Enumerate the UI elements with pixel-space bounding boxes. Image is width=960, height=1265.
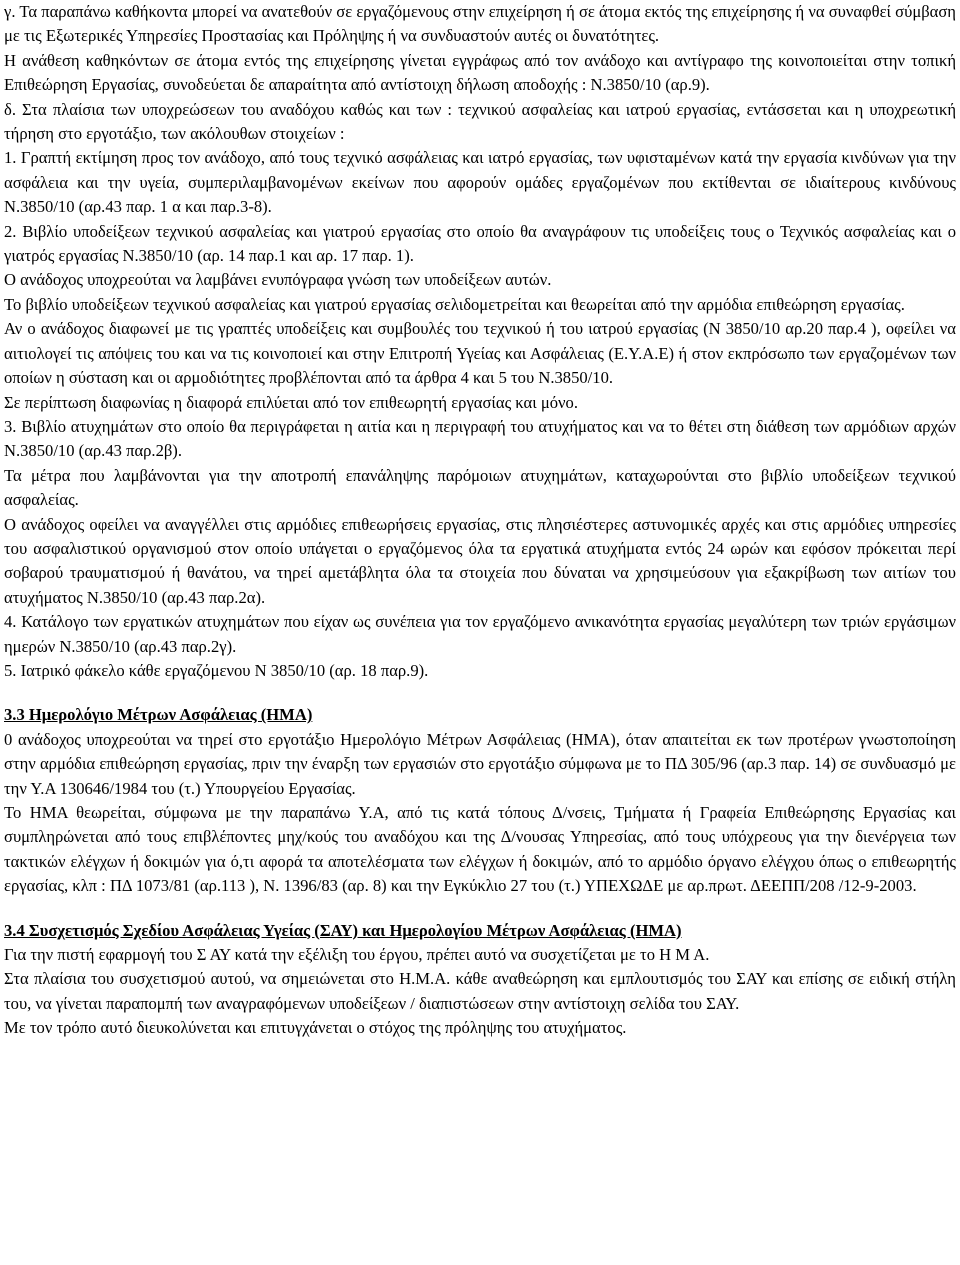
list-item-3-accident-book: 3. Βιβλίο ατυχημάτων στο οποίο θα περιγράφεται η αιτία και η περιγραφή του ατυχήματος και να το θέτει στη διάθεση των αρμόδιων αρχών Ν.3850/10 (αρ.43 παρ.2β).: [4, 416, 956, 461]
section-heading-3-4: 3.4 Συσχετισμός Σχεδίου Ασφάλειας Υγείας (ΣΑΥ) και Ημερολογίου Μέτρων Ασφάλειας (ΗΜΑ): [4, 920, 682, 940]
paragraph-gamma: γ. Τα παραπάνω καθήκοντα μπορεί να ανατεθούν σε εργαζόμενους στην επιχείρηση ή σε άτομα εκτός της επιχείρησης ή να συναφθεί σύμβαση με τις Εξωτερικές Υπηρεσίες Προστασίας και Πρόληψης ή να συνδυαστούν αυτές οι δυνατότητες.: [4, 2, 956, 46]
paragraph-book-numbering: Το βιβλίο υποδείξεων τεχνικού ασφαλείας και γιατρού εργασίας σελιδομετρείται και θεωρείται από την αρμόδια επιθεώρηση εργασίας.: [4, 294, 905, 314]
paragraph-hma-certification: Το ΗΜΑ θεωρείται, σύμφωνα με την παραπάνω Υ.Α, από τις κατά τόπους Δ/νσεις, Τμήματα ή Γραφεία Επιθεώρησης Εργασίας και συμπληρώνεται από τους επιβλέποντες μηχ/κούς του αναδόχου και της Δ/νουσας Υπηρεσίας, από τους υπόχρεους για την διενέργεια των τακτικών ελέγχων ή δοκιμών για ό,τι αφορά τα αποτελέσματα των ελέγχων ή δοκιμών, από το αρμόδιο όργανο ελέγχου όπως ο επιθεωρητής εργασίας, κλπ : ΠΔ 1073/81 (αρ.113 ), Ν. 1396/83 (αρ. 8) και την Εγκύκλιο 27 του (τ.) ΥΠΕΧΩΔΕ με αρ.πρωτ. ΔΕΕΠΠ/208 /12-9-2003.: [4, 803, 956, 896]
paragraph-accident-reporting: Ο ανάδοχος οφείλει να αναγγέλλει στις αρμόδιες επιθεωρήσεις εργασίας, στις πλησιέστερες αστυνομικές αρχές και στις αρμόδιες υπηρεσίες του ασφαλιστικού οργανισμού στον οποίο υπάγεται ο εργαζόμενος όλα τα εργατικά ατυχήματα εντός 24 ωρών και εφόσον πρόκειται περί σοβαρού τραυματισμού ή θανάτου, να τηρεί αμετάβλητα όλα τα στοιχεία που δύναται να χρησιμεύσουν για εξακρίβωση των αιτίων του ατυχήματος Ν.3850/10 (αρ.43 παρ.2α).: [4, 514, 956, 607]
paragraph-prevention-measures: Τα μέτρα που λαμβάνονται για την αποτροπή επανάληψης παρόμοιων ατυχημάτων, καταχωρούνται στο βιβλίο υποδείξεων τεχνικού ασφαλείας.: [4, 465, 956, 510]
section-spacer: [4, 899, 956, 919]
paragraph-delta: δ. Στα πλαίσια των υποχρεώσεων του αναδόχου καθώς και των : τεχνικού ασφαλείας και ιατρού εργασίας, εντάσσεται και η υποχρεωτική τήρηση στο εργοτάξιο, των ακόλουθων στοιχείων :: [4, 99, 956, 144]
paragraph-say-correlation: Στα πλαίσια του συσχετισμού αυτού, να σημειώνεται στο Η.Μ.Α. κάθε αναθεώρηση και εμπλουτισμός του ΣΑΥ και επίσης σε ειδική στήλη του, να γίνεται παραπομπή των αναγραφόμενων υποδείξεων / διαπιστώσεων στην αντίστοιχη σελίδα του ΣΑΥ.: [4, 969, 956, 1013]
list-item-2-advice-book: 2. Βιβλίο υποδείξεων τεχνικού ασφαλείας και γιατρού εργασίας στο οποίο θα αναγράφουν τις υποδείξεις τους ο Τεχνικός ασφαλείας και ο γιατρός εργασίας Ν.3850/10 (αρ. 14 παρ.1 και αρ. 17 παρ. 1).: [4, 221, 956, 266]
section-3-4: [4, 919, 956, 1041]
paragraph-assignment: Η ανάθεση καθηκόντων σε άτομα εντός της επιχείρησης γίνεται εγγράφως από τον ανάδοχο και αντίγραφο της κοινοποιείται στην τοπική Επιθεώρηση Εργασίας, συνοδεύεται δε απαραίτητα από αντίστοιχη δήλωση αποδοχής : Ν.3850/10 (αρ.9).: [4, 50, 956, 95]
paragraph-acknowledgement: Ο ανάδοχος υποχρεούται να λαμβάνει ενυπόγραφα γνώση των υποδείξεων αυτών.: [4, 270, 552, 290]
paragraph-prevention-goal: Με τον τρόπο αυτό διευκολύνεται και επιτυγχάνεται ο στόχος της πρόληψης του ατυχήματος.: [4, 1018, 627, 1038]
section-spacer: [4, 683, 956, 703]
paragraph-hma-obligation: 0 ανάδοχος υποχρεούται να τηρεί στο εργοτάξιο Ημερολόγιο Μέτρων Ασφάλειας (ΗΜΑ), όταν απαιτείται εκ των προτέρων γνωστοποίηση στην αρμόδια επιθεώρηση εργασίας, πριν την έναρξη των εργασιών στο εργοτάξιο σύμφωνα με το ΠΔ 305/96 (αρ.3 παρ. 14) σε συνδυασμό με την Υ.Α 130646/1984 του (τ.) Υπουργείου Εργασίας.: [4, 729, 956, 798]
paragraph-disagreement: Αν ο ανάδοχος διαφωνεί με τις γραπτές υποδείξεις και συμβουλές του τεχνικού ή του ιατρού εργασίας (Ν 3850/10 αρ.20 παρ.4 ), οφείλει να αιτιολογεί τις απόψεις του και να τις κοινοποιεί και στην Επιτροπή Υγείας και Ασφάλειας (Ε.Υ.Α.Ε) ή στον εκπρόσωπο των εργαζομένων των οποίων η σύσταση και οι αρμοδιότητες προβλέπονται από τα άρθρα 4 και 5 του Ν.3850/10.: [4, 319, 956, 388]
section-3-3: [4, 703, 956, 898]
list-item-4-accident-list: 4. Κατάλογο των εργατικών ατυχημάτων που είχαν ως συνέπεια για τον εργαζόμενο ανικανότητα εργασίας μεγαλύτερη των τριών εργάσιμων ημερών Ν.3850/10 (αρ.43 παρ.2γ).: [4, 612, 956, 656]
list-item-1-risk-assessment: 1. Γραπτή εκτίμηση προς τον ανάδοχο, από τους τεχνικό ασφάλειας και ιατρό εργασίας, των υφισταμένων κατά την εργασία κινδύνων για την ασφάλεια και την υγεία, συμπεριλαμβανομένων εκείνων που αφορούν ομάδες εργαζομένων που εκτίθενται σε ιδιαίτερους κινδύνους Ν.3850/10 (αρ.43 παρ. 1 α και παρ.3-8).: [4, 148, 956, 217]
paragraph-dispute-resolution: Σε περίπτωση διαφωνίας η διαφορά επιλύεται από τον επιθεωρητή εργασίας και μόνο.: [4, 392, 578, 412]
section-heading-3-3: 3.3 Ημερολόγιο Μέτρων Ασφάλειας (ΗΜΑ): [4, 705, 313, 725]
paragraph-say-application: Για την πιστή εφαρμογή του Σ ΑΥ κατά την εξέλιξη του έργου, πρέπει αυτό να συσχετίζεται με το Η Μ Α.: [4, 945, 710, 965]
section-intro: [4, 0, 956, 683]
list-item-5-medical-file: 5. Ιατρικό φάκελο κάθε εργαζόμενου Ν 3850/10 (αρ. 18 παρ.9).: [4, 660, 429, 680]
